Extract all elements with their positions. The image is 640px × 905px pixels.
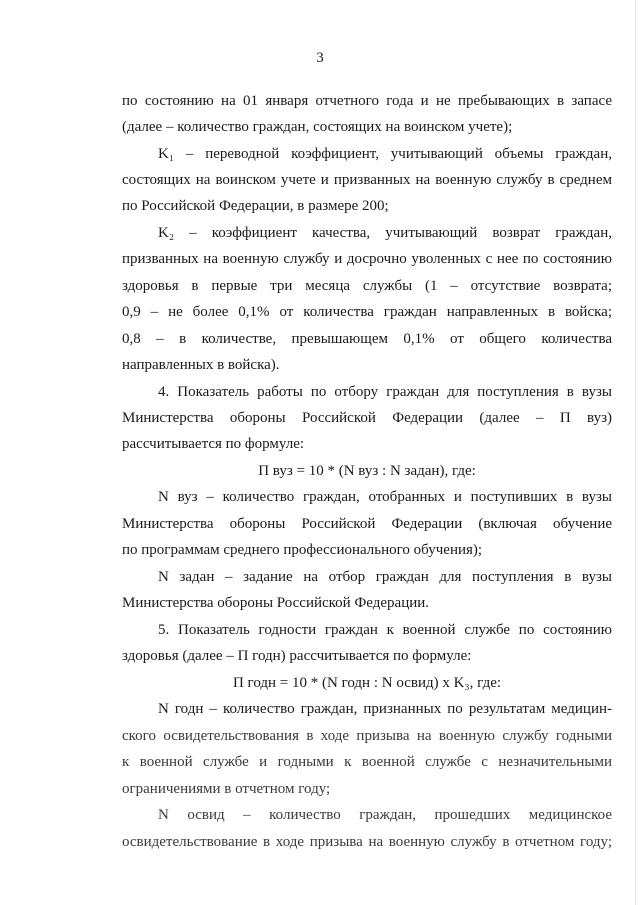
formula: П годн = 10 * (N годн : N освид) х K₃, где: xyxy=(232,675,502,691)
text-line: направленных в войска). xyxy=(122,357,280,373)
text-line: призванных на военную службу и досрочно уволенных с нее по состоянию xyxy=(122,251,612,267)
text-line: N вуз – количество граждан, отобранных и поступивших в вузы xyxy=(158,489,612,505)
text-line: Министерства обороны Российской Федерации (далее – П вуз) xyxy=(122,410,612,426)
text-line: 0,8 – в количестве, превышающем 0,1% от общего количества xyxy=(122,331,612,347)
scan-edge-line xyxy=(635,0,636,905)
text-line: K₁ – переводной коэффициент, учитывающий объемы граждан, xyxy=(158,146,612,162)
text-line: 0,9 – не более 0,1% от количества граждан направленных в войска; xyxy=(122,304,612,320)
text-line: Министерства обороны Российской Федерации (включая обучение xyxy=(122,516,612,532)
text-line: рассчитывается по формуле: xyxy=(122,436,305,452)
text-line: по Российской Федерации, в размере 200; xyxy=(122,198,389,214)
text-line: здоровья в первые три месяца службы (1 – отсутствие возврата; xyxy=(122,278,612,294)
text-line: ского освидетельствования в ходе призыва на военную службу годными xyxy=(122,728,612,744)
text-line: здоровья (далее – П годн) рассчитывается по формуле: xyxy=(122,648,472,664)
text-line: состоящих на воинском учете и призванных на военную службу в среднем xyxy=(122,172,612,188)
formula: П вуз = 10 * (N вуз : N задан), где: xyxy=(258,463,476,479)
text-line: N годн – количество граждан, признанных по результатам медицин- xyxy=(158,701,612,717)
text-line: ограничениями в отчетном году; xyxy=(122,781,331,797)
text-line: 5. Показатель годности граждан к военной службе по состоянию xyxy=(158,622,612,638)
text-line: K₂ – коэффициент качества, учитывающий возврат граждан, xyxy=(158,225,612,241)
text-line: по программам среднего профессионального обучения); xyxy=(122,542,483,558)
text-line: к военной службе и годными к военной службе с незначительными xyxy=(122,754,612,770)
text-line: Министерства обороны Российской Федерации. xyxy=(122,595,430,611)
text-line: N освид – количество граждан, прошедших медицинское xyxy=(158,807,612,823)
text-line: N задан – задание на отбор граждан для поступления в вузы xyxy=(158,569,612,585)
page-number: 3 xyxy=(316,50,324,66)
text-line: освидетельствование в ходе призыва на военную службу в отчетном году; xyxy=(122,834,612,850)
text-line: (далее – количество граждан, состоящих на воинском учете); xyxy=(122,119,513,135)
text-line: по состоянию на 01 января отчетного года и не пребывающих в запасе xyxy=(122,93,612,109)
text-line: 4. Показатель работы по отбору граждан для поступления в вузы xyxy=(158,384,612,400)
